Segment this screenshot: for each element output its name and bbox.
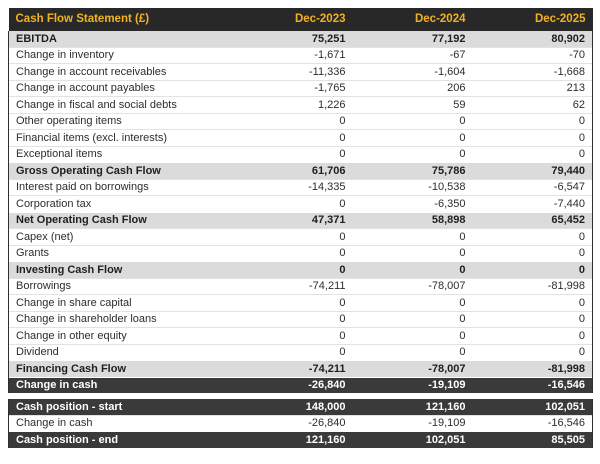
table-row	[9, 113, 593, 130]
row-label: Change in share capital	[9, 295, 233, 312]
row-label: Corporation tax	[9, 196, 233, 213]
cell-value: -19,109	[353, 415, 473, 432]
table-row	[9, 212, 593, 229]
cell-value: 62	[473, 97, 593, 114]
table-row	[9, 278, 593, 295]
cell-value: 0	[233, 146, 353, 163]
cell-value: 65,452	[473, 212, 593, 229]
column-header-dec-2023: Dec-2023	[233, 8, 353, 31]
cell-value: 0	[353, 344, 473, 361]
cell-value: 121,160	[233, 432, 353, 448]
cell-value: 0	[473, 130, 593, 147]
cell-value: 0	[233, 328, 353, 345]
cell-value: 0	[233, 311, 353, 328]
cell-value: 0	[233, 245, 353, 262]
table-row	[9, 399, 593, 415]
cell-value: -78,007	[353, 361, 473, 378]
row-label: Change in other equity	[9, 328, 233, 345]
table-row	[9, 344, 593, 361]
table-row	[9, 64, 593, 81]
cell-value: -10,538	[353, 179, 473, 196]
table-row	[9, 47, 593, 64]
cell-value: -74,211	[233, 278, 353, 295]
cell-value: 0	[233, 344, 353, 361]
cell-value: 0	[353, 311, 473, 328]
cell-value: 0	[233, 130, 353, 147]
table-row	[9, 229, 593, 246]
cell-value: 0	[353, 262, 473, 279]
row-label: Cash position - end	[9, 432, 233, 448]
table-row	[9, 432, 593, 448]
cell-value: -1,668	[473, 64, 593, 81]
row-label: Other operating items	[9, 113, 233, 130]
cell-value: -70	[473, 47, 593, 64]
table-row	[9, 361, 593, 378]
table-row	[9, 97, 593, 114]
cell-value: 0	[233, 295, 353, 312]
table-row	[9, 196, 593, 213]
table-header	[9, 8, 593, 31]
cell-value: 0	[353, 113, 473, 130]
table-row	[9, 328, 593, 345]
table-row	[9, 179, 593, 196]
cell-value: 121,160	[353, 399, 473, 415]
row-label: Dividend	[9, 344, 233, 361]
table-row	[9, 295, 593, 312]
cell-value: 77,192	[353, 31, 473, 47]
row-label: Change in fiscal and social debts	[9, 97, 233, 114]
cell-value: 0	[233, 229, 353, 246]
cell-value: -26,840	[233, 415, 353, 432]
cell-value: 59	[353, 97, 473, 114]
table-row	[9, 311, 593, 328]
table-row	[9, 245, 593, 262]
cell-value: 1,226	[233, 97, 353, 114]
cell-value: 75,786	[353, 163, 473, 180]
header-row	[9, 8, 593, 31]
cell-value: -16,546	[473, 415, 593, 432]
cell-value: -1,765	[233, 80, 353, 97]
cell-value: 0	[473, 245, 593, 262]
row-label: Grants	[9, 245, 233, 262]
cell-value: 102,051	[473, 399, 593, 415]
cell-value: -16,546	[473, 377, 593, 393]
cell-value: 0	[473, 146, 593, 163]
cell-value: -67	[353, 47, 473, 64]
table-row	[9, 80, 593, 97]
table-row	[9, 146, 593, 163]
cell-value: 0	[233, 262, 353, 279]
cell-value: 58,898	[353, 212, 473, 229]
table-row	[9, 31, 593, 47]
column-header-dec-2024: Dec-2024	[353, 8, 473, 31]
cell-value: 0	[473, 311, 593, 328]
cell-value: 0	[473, 229, 593, 246]
cell-value: 79,440	[473, 163, 593, 180]
cell-value: 0	[473, 262, 593, 279]
cell-value: 0	[353, 295, 473, 312]
cell-value: 0	[353, 328, 473, 345]
cell-value: 0	[353, 146, 473, 163]
cell-value: -6,547	[473, 179, 593, 196]
cell-value: 0	[473, 344, 593, 361]
table-row	[9, 377, 593, 393]
cell-value: -7,440	[473, 196, 593, 213]
row-label: Investing Cash Flow	[9, 262, 233, 279]
row-label: EBITDA	[9, 31, 233, 47]
row-label: Gross Operating Cash Flow	[9, 163, 233, 180]
row-label: Change in inventory	[9, 47, 233, 64]
table-row	[9, 262, 593, 279]
cell-value: 102,051	[353, 432, 473, 448]
cell-value: 0	[233, 196, 353, 213]
row-label: Net Operating Cash Flow	[9, 212, 233, 229]
row-label: Change in account payables	[9, 80, 233, 97]
table-row	[9, 163, 593, 180]
cell-value: -19,109	[353, 377, 473, 393]
cell-value: 75,251	[233, 31, 353, 47]
cell-value: 80,902	[473, 31, 593, 47]
row-label: Capex (net)	[9, 229, 233, 246]
table-row	[9, 415, 593, 432]
cell-value: -74,211	[233, 361, 353, 378]
cell-value: 85,505	[473, 432, 593, 448]
cell-value: 47,371	[233, 212, 353, 229]
table-body	[9, 31, 593, 448]
cell-value: 0	[473, 113, 593, 130]
cell-value: -81,998	[473, 278, 593, 295]
row-label: Cash position - start	[9, 399, 233, 415]
cell-value: 148,000	[233, 399, 353, 415]
cell-value: -1,671	[233, 47, 353, 64]
table-row	[9, 130, 593, 147]
row-label: Change in shareholder loans	[9, 311, 233, 328]
cell-value: 0	[353, 130, 473, 147]
cash-flow-table	[8, 8, 593, 448]
cell-value: 206	[353, 80, 473, 97]
row-label: Change in account receivables	[9, 64, 233, 81]
cell-value: 0	[473, 328, 593, 345]
table-title: Cash Flow Statement (£)	[9, 8, 233, 31]
row-label: Interest paid on borrowings	[9, 179, 233, 196]
row-label: Change in cash	[9, 377, 233, 393]
cell-value: -26,840	[233, 377, 353, 393]
cell-value: -78,007	[353, 278, 473, 295]
cell-value: -11,336	[233, 64, 353, 81]
row-label: Financing Cash Flow	[9, 361, 233, 378]
cell-value: -14,335	[233, 179, 353, 196]
cell-value: 61,706	[233, 163, 353, 180]
row-label: Exceptional items	[9, 146, 233, 163]
cell-value: 0	[353, 229, 473, 246]
column-header-dec-2025: Dec-2025	[473, 8, 593, 31]
row-label: Change in cash	[9, 415, 233, 432]
cell-value: 0	[353, 245, 473, 262]
cell-value: -6,350	[353, 196, 473, 213]
cell-value: 213	[473, 80, 593, 97]
cell-value: -81,998	[473, 361, 593, 378]
cell-value: 0	[233, 113, 353, 130]
cell-value: -1,604	[353, 64, 473, 81]
cell-value: 0	[473, 295, 593, 312]
row-label: Borrowings	[9, 278, 233, 295]
row-label: Financial items (excl. interests)	[9, 130, 233, 147]
